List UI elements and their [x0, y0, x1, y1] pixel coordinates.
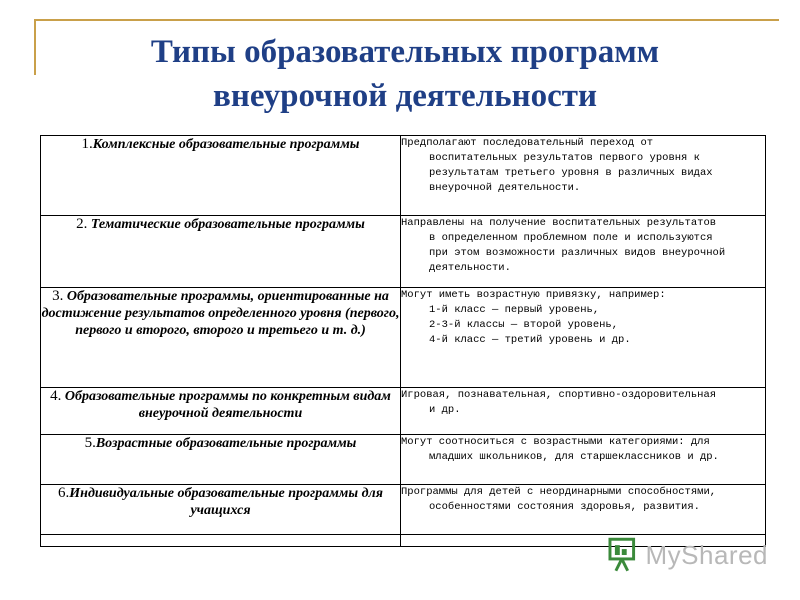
program-types-table: [40, 135, 766, 547]
description-line: Направлены на получение воспитательных результатов: [401, 217, 717, 229]
description-line: Могут иметь возрастную привязку, например:: [401, 289, 666, 301]
program-description-cell: [401, 485, 766, 535]
description-line: и др.: [429, 404, 461, 416]
description-line: 2-3-й классы — второй уровень,: [429, 319, 619, 331]
empty-cell: [41, 535, 401, 547]
program-type-name: Возрастные образовательные программы: [95, 436, 357, 451]
program-type-cell: [41, 136, 401, 216]
presentation-board-icon: [608, 537, 640, 573]
program-type-cell: [41, 435, 401, 485]
table-row: [41, 288, 766, 388]
table-row: [41, 435, 766, 485]
table-row: [41, 485, 766, 535]
program-type-cell: [41, 485, 401, 535]
program-type-cell: [41, 388, 401, 435]
row-number: 6.: [58, 485, 70, 501]
program-type-name: Образовательные программы по конкретным видам внеурочной деятельности: [64, 389, 391, 421]
program-type-name: Образовательные программы, ориентированные на достижение результатов определенного уровня (первого, первого и второго, второго и третьего и т. д.): [41, 289, 400, 338]
title-line-2: внеурочной деятельности: [213, 78, 597, 114]
slide-title: [40, 30, 770, 118]
row-number: 5.: [84, 435, 96, 451]
description-line: 4-й класс — третий уровень и др.: [429, 334, 631, 346]
row-number: 2.: [76, 216, 88, 232]
program-type-name: Индивидуальные образовательные программы для учащихся: [69, 486, 383, 518]
program-type-cell: [41, 288, 401, 388]
program-description-cell: [401, 288, 766, 388]
watermark-text: MyShared: [645, 539, 768, 570]
description-line: воспитательных результатов первого уровня к: [429, 152, 700, 164]
description-line: особенностями состояния здоровья, развития.: [429, 501, 700, 513]
program-type-name: Тематические образовательные программы: [90, 217, 365, 232]
description-line: младших школьников, для старшеклассников и др.: [429, 451, 719, 463]
table-row: [41, 216, 766, 288]
decorative-frame-left: [34, 19, 36, 75]
row-number: 3.: [52, 288, 64, 304]
description-line: результатам третьего уровня в различных видах: [429, 167, 713, 179]
program-type-name: Комплексные образовательные программы: [92, 137, 360, 152]
program-description-cell: [401, 136, 766, 216]
row-number: 1.: [81, 136, 93, 152]
description-line: Могут соотноситься с возрастными категориями: для: [401, 436, 710, 448]
description-line: внеурочной деятельности.: [429, 182, 581, 194]
description-line: при этом возможности различных видов внеурочной: [429, 247, 726, 259]
description-line: Предполагают последовательный переход от: [401, 137, 654, 149]
table-row: [41, 388, 766, 435]
description-line: Игровая, познавательная, спортивно-оздоровительная: [401, 389, 717, 401]
program-description-cell: [401, 388, 766, 435]
program-description-cell: [401, 216, 766, 288]
table-row: [41, 136, 766, 216]
description-line: Программы для детей с неординарными способностями,: [401, 486, 717, 498]
description-line: деятельности.: [429, 262, 511, 274]
program-description-cell: [401, 435, 766, 485]
watermark-logo: [608, 535, 768, 575]
program-type-cell: [41, 216, 401, 288]
row-number: 4.: [50, 388, 62, 404]
description-line: в определенном проблемном поле и используются: [429, 232, 713, 244]
description-line: 1-й класс — первый уровень,: [429, 304, 600, 316]
title-line-1: Типы образовательных программ: [150, 34, 660, 70]
decorative-frame-top: [34, 19, 779, 21]
